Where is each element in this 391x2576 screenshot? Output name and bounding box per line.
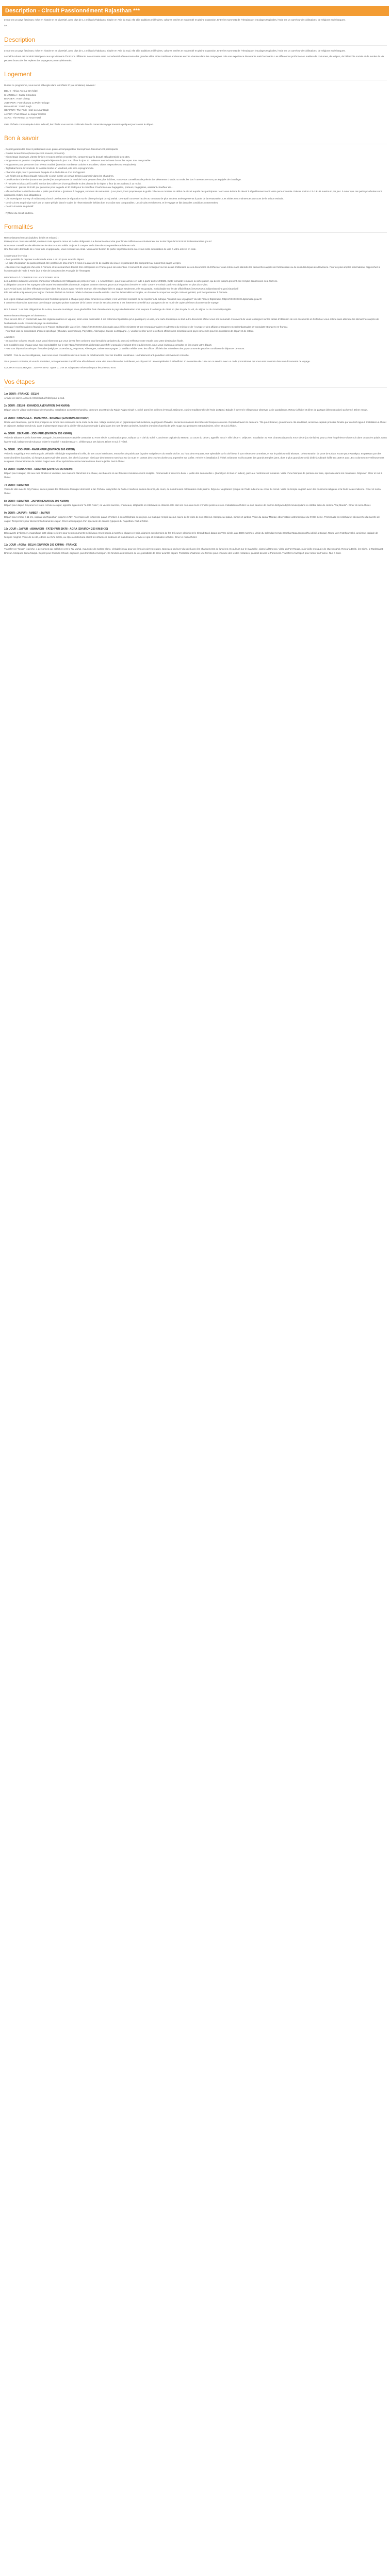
- hotel-item: AGRA : The Retreat ou Amar Hotel: [4, 116, 41, 120]
- hotel-item: DELHI : Africa Avenue GK hôtel: [4, 90, 38, 93]
- hotel-list: [2, 89, 389, 120]
- formalites-text: - En cas d'un vol avec escale, nous vous informons que vous devez être conforme aux formalités sanitaires du pays où s'effectue votre escale pour votre destination finale.: [4, 340, 184, 343]
- formalites-text: Les modalités pour chaque pays sont consultables sur le site https://XXXXXXXX.diplomatie.gouv.fr/fr/ L'actualité évoluant très régulièrement, nous vous invitons à consulter ce lien avant votre départ.: [4, 343, 212, 346]
- day-title: 2e JOUR : DELHI - KHANDELA (ENVIRON 240 KM/6H): [4, 404, 70, 408]
- formalites-text: Elle est valide uniquement pour le jour d'arrivée déclaré et doit être refaite à chaque nouvelle arrivée. Une fois la formalité accomplie, un document comportant un QR code est généré, qu'il faut présenter à l'arrivée.: [4, 291, 228, 294]
- formalites-text: Ressortissants français (adultes, bébés et enfants) :: [4, 236, 59, 239]
- formalites-heading: Formalités: [4, 223, 34, 230]
- formalites-text: - Il est possible de déposer sa demande entre 4 et 120 jours avant le départ.: [4, 258, 85, 261]
- formalites-text: Les règles relatives au franchissement des frontières propres à chaque pays étant amenées à évoluer, il est vivement conseillé de se reporter à la rubrique "conseils aux voyageurs" du site France Diplomatie, https://XXXXXXXX.diplomatie.gouv.fr/: [4, 297, 262, 300]
- info-item: - Les hôtels ont de faux chauds mais celle-ci peut mettre un certain temps à parvenir dans les chambres.: [4, 174, 114, 177]
- page: [0, 6, 391, 555]
- info-item: - Programme en pension complète du petit-déjeuner du jour 2 au dîner du jour 13. Boissons non incluses durant les repas. Eau non potable.: [4, 159, 151, 162]
- hotel-item: UDAIPUR : The Pride Hotel ou Amar Bagh: [4, 109, 49, 112]
- day-text: Départ pour le village authentique de Khandela. Installation au Castle Khandela, demeure ancestrale du Rajah Rajput Singh II, niché parmi les collines d'Aravalli. Déjeuner, cuisine traditionnelle de l'Inde du Nord. Balade à travers le village pour observer la vie quotidienne. Retour à l'hôtel et dîner de partage (démonstration) au henné. Dîner et nuit.: [4, 409, 368, 412]
- day-text: Découverte d'Abhaneri, magnifique petit village célèbre pour ses monuments médiévaux et ses baoris à marches, oliques en trois, alignées aux chemins de fer. Déjeuner, plein tirent le Chand Baori datant du VIIIe siècle, aux 3500 marches. Visite du splendide temple Harshat Mata (aujourd'hui dédié à Durga). Route vers Fatehpur Sikri, ancienne capitale de l'empire moghol. Visite de la cité, édifiée au XVIe siècle, au style architectural alliant les influences hindoues et musulmanes. Arrivée à Agra et installation à l'hôtel. Dîner et nuit à l'hôtel.: [4, 532, 378, 538]
- description-heading: Description: [4, 36, 36, 43]
- divider: [4, 387, 387, 388]
- formalites-text: - Pour tout départ d'un aéroport frontalier (Belgique, Luxembourg, Pays-Bas, Allemagne, Suisse ou Espagne...), veuillez vérifier avec les offices officiels des ministères des pays concernés pour les conditions de départ et de retour.: [4, 347, 245, 350]
- hotel-item: RANAKPUR : Fateh Bagh: [4, 105, 32, 108]
- itinerary: [2, 392, 389, 555]
- formalites-text: L'obligation concerne les voyageurs de toutes les nationalités du monde, majeurs comme mineurs, pour tous les points d'entrée en Inde. Cette « e-Arrival Card » est obligatoire en plus du E-Visa.: [4, 283, 208, 286]
- formalites-text: Bon à savoir : Les frais obligatoires de e-Visa, de carte touristique et en général les frais d'entrée dans le pays de destination sont toujours à la charge du client en plus du prix du vol, du séjour ou du circuit déjà réglés.: [4, 308, 232, 311]
- info-item: - Life Investigator Survey of India (ASI) a lancé une hausse de réparation sur le dôme principal du Taj Mahal. Ce travail concerne l'accès au tombeau de plus anciens aménagements à partir de la restauration. Les visites sont maintenues au cours de la saison estivale.: [4, 197, 284, 200]
- info-item: - À l'arrivée et à l'accueil à Delhi, remise des colliers et d'une guirlande et des photos de la région 1 fleur (6 ans cadeau à 13 mois).: [4, 182, 141, 185]
- divider: [4, 232, 387, 233]
- formalites-text: Consulat / représentations étrangères en France et disponible via ce lien : https://XXXXXXXX.diplomatie.gouv.fr/fr/le-ministere-et-son-reseau/annuaires-et-adresses-du-ministere-de-l-europe-et-des-affaires-etrangeres-meae/ambassades-et-consulats-etrangers-en-france/.: [4, 326, 288, 329]
- formalites-text: Ressortissants étrangers et binationaux :: [4, 314, 47, 317]
- info-item: - Taj Mahal fermé le vendredi. Si la visite tombe un vendredi, elle sera reprogrammée.: [4, 167, 94, 170]
- info-item: - Ce circuit existe en privatif.: [4, 205, 34, 208]
- day-title: 5e JOUR : JODHPUR - RANAKPUR (ENVIRON 160 KM/3H): [4, 448, 75, 452]
- day-text: Visite de Bikaner et de la forteresse Junagarh, impressionnante citadelle construite au XVIe siècle. Continuation pour Jodhpur ou « cité du soleil », ancienne capitale du Marwar, ou cours du désert, appelée aussi « ville bleue ». Déjeuner. Installation au Fort Chanwa datant du XIXe siècle (ou similaire), pour y vivre l'expérience d'une nuit dans un ancien palais. Dans l'après-midi, balade en tuk-tuk pour visiter le marché « Sardar Bazar », célèbre pour ses épices. Dîner et nuit à l'hôtel.: [4, 436, 387, 443]
- day-title: 10e JOUR : JAIPUR - ABHANERI - FATEHPUR SIKRI - AGRA (ENVIRON 250 KM/5H30): [4, 528, 108, 531]
- info-item: - Départ garanti dès base 6 participants avec guide-accompagnateur francophone. Maximum 29 participants.: [4, 148, 119, 151]
- formalites-text: Les autorités indiennes viennent d'annoncer officiellement l'obligation de présenter une « e-Arrival Card » pour toute arrivée en Inde à partir du 01/10/2025. Cette formalité remplace la carte papier, qui devait jusqu'à présent être remplie dans l'avion ou à l'arrivée.: [4, 280, 278, 283]
- formalites-text: Une fois votre demande de e-Visa faite et approuvée, vous recevrez un email. Vous aurez besoin de porter impérativement avec vous cette autorisation de visa à votre arrivée en Inde.: [4, 248, 197, 251]
- page-title: Description - Circuit Passionnément Rajasthan ***: [2, 6, 389, 16]
- info-item: - Guides locaux francophones (accent souvent prononcé).: [4, 151, 65, 155]
- formalites-text: - Pour tout visa ou autorisation d'accès spécifique (Bhoutan, Luxembourg, Pays-Bas, Allemagne, Suisse ou Espagne...), veuillez vérifier avec les offices officiels des ministères des pays concernés pour les conditions de départ et de retour.: [4, 329, 254, 332]
- formalites-text: Passeport en cours de validité, valable 6 mois après le retour et E-Visa obligatoire. La demande de e-Visa pour l'Inde s'effectuera exclusivement sur le site https://XXXXXXXX.indianvisaonline.gov.in/: [4, 240, 212, 243]
- bon-a-savoir-list: [2, 147, 389, 209]
- logement-intro: Durant ce programme, vous serez hébergés dans les hôtels 3* (ou similaires) suivants :: [4, 84, 96, 87]
- logement-note: Liste d'hôtels communiquée à titre indicatif, les hôtels vous seront confirmés dans le carnet de voyage transmis quelques jours avant le départ.: [4, 123, 154, 126]
- sante-text: SANTÉ : Pas de vaccin obligatoire, mais nous vous conseillons de vous munir de médicaments pour les troubles intestinaux. Un traitement anti-paludéen est vivement conseillé.: [4, 353, 190, 357]
- day-text: Départ pour Amber à 11 km, capitale du Rajasthan jusqu'en 1727. Ascension à la forteresse-palais d'Amber, à dos d'éléphant ou en jeep. La musique remplit la cour, suivie de la visite de son intérieur. Somptueux palais, miroirs et jardins. Visite du Jantar Mantar, observatoire astronomique du XVIIIe siècle. Promenade en rickshaw et découverte du marché de Jaipur. Temps libre pour découvrir l'artisanat de Jaipur. Dîner accompagné d'un spectacle de danses typiques du Rajasthan. Nuit à l'hôtel.: [4, 516, 380, 522]
- hotel-item: JODHPUR : Fort Chanwa ou Pole Heritage: [4, 101, 50, 104]
- day-text: Visite de ville avec le City Palace, ancien palais des Maharani d'Udaipur dominant le lac Pichola. Labyrinthe de halls et marbres, salons décorés, de cours, de nombreuses colonnades et de jardins. Déjeuner végétarien typique de l'Inde indienne au cœur du circuit. Visite du temple Jagdish avec des musiciens religieux et la foule locale indienne. Dîner et nuit à l'hôtel.: [4, 488, 381, 495]
- formalites-text: À noter pour le e-Visa :: [4, 254, 28, 257]
- logement-heading: Logement: [4, 71, 32, 78]
- important-notice: IMPORTANT À COMPTER DU 1er OCTOBRE 2025: [4, 276, 59, 279]
- info-item: - Kilométrage important, vitesse limitée et routes parfois encombrées, compensé par la beauté et l'authenticité des sites.: [4, 155, 131, 158]
- day-text: Départ pour Udaipur, cité aux rues étroites et vivantes, aux maisons blanchies à la chaux, aux balcons et aux fenêtres minutieusement sculptés. Promenade à travers le beau « jardin des demoiselles » (Saheliyon Ki Bari en indien), parc aux nombreuses fontaines. Visite d'une fabrique de peinture sur soie, spécialité dans les miniatures. Déjeuner, dîner et nuit à l'hôtel.: [4, 472, 383, 479]
- day-text: Visite du magnifique Fort Mehrangarh, véritable nid d'aigle surplombant la ville, de ses cours intérieures, entourées de palais aux façades sculptées et du musée du fort. Du haut des remparts, vue splendide sur la cité bleue à 120 mètres en contrebas, et sur le palais Umaid Bhawan. Démonstration de pose de turban. Route pour Ranakpur, en passant par des routes bordées d'acacias, où l'on peut apercevoir des paons, des chefs à pompe, ainsi que des femmes marchant sur la route en portant des cruches dorées ou argentées sur la tête. Arrivée et installation à l'hôtel. Déjeuner et découverte des grands temples jaïns, dont le plus grandiose celui dédié à Adinath édifié en 1439 et aux 1444 colonnes merveilleusement sculptées. Démonstration de cuisine Rajput avec dîner spécial de cuisine Marwarienne dans le jardin. Nuit à l'hôtel.: [4, 452, 384, 463]
- etapes-heading: Vos étapes: [4, 378, 35, 385]
- info-item: - Afin de faciliter la distribution des « petits pourboires » (porteurs à bagages, serveurs de restaurant...) sur place, il est proposé que le guide collecte ce montant en début de circuit auprès des participants : ceci vous évitera de devoir à régulièrement sortir votre porte monnaie. Prévoir environ 2 à 3 EUR maximum par jour. À noter que ces petits pourboires sont optionnels et donc non obligatoires.: [4, 190, 382, 196]
- intro-text: L'Inde est un pays fascinant, riche en histoire et en diversité, avec plus de 1,4 milliard d'habitants. Située en Asie du Sud, elle allie traditions millénaires, cultures variées et modernité en pleine expansion. Entre les sommets de l'Himalaya et les plages tropicales, l'Inde est un carrefour de civilisations, de religions et de langues.: [4, 19, 346, 21]
- day-title: 4e JOUR : BIKANER - JODHPUR (ENVIRON 250 KM/4H): [4, 432, 72, 436]
- intro-tail: Le ...: [4, 24, 10, 27]
- day-title: 11e JOUR : AGRA - DELHI (ENVIRON 200 KM/4H) - FRANCE: [4, 544, 77, 547]
- hotel-item: BIKANER : Hotel Chirag: [4, 97, 30, 100]
- rapidevisa-text: Vous pouvez contacter, si vous le souhaitez, notre partenaire Rapidé'Visa afin d'obtenir votre visa sans démarche fastidieuse, en cliquant ici : www.rapidevisa.fr. Bénéficiez d'une remise de -15% sur ce service avec un code promotionnel qui vous sera transmis dans vos documents de voyage.: [4, 360, 311, 363]
- info-item: - Pourboires : prévoir 50 EUR par personne pour la guide et 30 EUR pour le chauffeur. Pourboires aux bagagistes, porteurs, bagagistes, assistant chauffeur etc...: [4, 186, 173, 189]
- courant-text: COURANT ELECTRIQUE : 230 V et 50Hz. Types C, D et M. Adaptateur nécessaire pour les prises D et M.: [4, 366, 117, 369]
- formalites-text: La e-Arrival Card doit être effectuée en ligne dans les 4 jours avant l'arrivée en Inde, elle est disponible en anglais seulement, elle est gratuite, et réalisable sur le site officiel https://XXXXXXXX.indianvisaonline.gov.in/earrival/: [4, 287, 239, 290]
- day-title: 8e JOUR : UDAIPUR - JAIPUR (ENVIRON 390 KM/8H): [4, 500, 69, 503]
- day-text: Arrivée en soirée. Accueil et transfert à l'hôtel pour la nuit.: [4, 396, 65, 399]
- day-title: 1er JOUR : FRANCE - DELHI: [4, 392, 39, 396]
- formalites-text: Vous devrez être en conformité avec les réglementations en vigueur, selon votre nationalité. Il est notamment possible qu'un passeport, un visa, une carte touristique ou tout autre document officiel vous soit demandé. Il convient de vous renseigner sur les délais d'obtention de ces documents et d'effectuer vous-même sans attendre les démarches auprès de l'ambassade ou du consulat du pays de destination.: [4, 318, 379, 325]
- formalites-text: - Attention il ne s'agit pas d'un visa à l'arrivée et les démarches doivent être entreprises en France pour son obtention. Il convient de vous renseigner sur les délais d'obtention de ces documents et d'effectuer vous-même sans attendre les démarches auprès de l'ambassade ou du consulat depuis de délivrance. Pour de plus amples informations, rapprochez à l'Ambassade de l'Inde à Paris (sur le site de la Maison des Français de l'étranger).: [4, 265, 380, 273]
- hotel-item: KHANDELA : Castle Khandela: [4, 93, 37, 96]
- rythme-note: - Rythme du circuit soutenu.: [4, 211, 34, 214]
- formalites-text: Nous vous conseillons de sélectionner le visa E-tourist valide 30 jours à compter de la date de votre première arrivée en Inde.: [4, 244, 136, 247]
- formalites-text: Il convient néanmoins avant tout que chaque voyageur puisse s'assurer de la bonne tenue de ses documents. Il est fortement conseillé aux voyageurs de se munir de copies de leurs documents de voyage.: [4, 301, 219, 304]
- formalites-text: - La date d'expiration du passeport doit être postérieure d'au moins 6 mois à la date de fin de validité du visa et le passeport doit comporter au moins trois pages vierges.: [4, 262, 182, 265]
- info-item: - De décembre à février (notamment janvier) les températures du nord de l'Inde peuvent être plus fraîches, nous vous conseillons de prévoir des vêtements chauds. En Inde, les bus / navettes ne sont pas équipés de chauffage.: [4, 178, 241, 181]
- day-title: 7e JOUR : UDAIPUR: [4, 484, 29, 487]
- day-text: Transfert en "tonga" (calèche, 4 personnes par calèche) vers le Taj Mahal, mausolée de marbre blanc, véritable joyau pour un écrin de pierres rouges. Spectacle du lever du soleil avec les changements de lumières et couleurs sur le mausolée, classé à l'Unesco. Visite du Fort Rouge, puis vieille mosquée de style moghol. Retour à Delhi, les Sikhs, le Rashtrapati Bhavan. Mosquée Jama Masjid. Départ pour Chandni Chowk, déjeuner, puis transfert à l'aéroport. En fonction des horaires de vol, possibilité de dîner avant le départ. Possibilité d'admirer une femme pour chacune des visites restantes, passant devant le Parlement. Transfert à l'aéroport pour retour en France. Nuit à bord.: [4, 548, 384, 554]
- info-item: - Chambre triple pour 3 personnes équipée d'un lit double et d'un lit d'appoint.: [4, 171, 86, 174]
- info-item: - Programme pour personne d'un niveau modéré (attention nombreux couloirs et escaliers, visites respectées ou remplacées).: [4, 163, 137, 166]
- divider: [4, 45, 387, 46]
- description-p1: L'Inde est un pays fascinant, riche en histoire et en diversité, avec plus de 1,4 milliard d'habitants. Située en Asie du Sud, elle allie traditions millénaires, cultures variées et modernité en pleine expansion. Entre les sommets de l'Himalaya et les plages tropicales, l'Inde est un carrefour de civilisations, de religions et de langues.: [4, 49, 346, 52]
- info-item: - Ce circuit est en principe suivi par un autre périple dans le cadre de réservation de forfaits dont les coûts sont comparables. Les circuits enrichissent, et le voyage se fait dans des conditions commentées.: [4, 201, 219, 204]
- day-title: 9e JOUR : JAIPUR - AMBER - JAIPUR: [4, 512, 50, 515]
- description-p2: Le Delhi culturel est l'endroit idéal pour ceux qui viennent d'horizons différents. Le contraste entre la modernité effervescente des grandes villes et les traditions anciennes encore vivantes dans les campagnes crée une expérience déroutante mais fascinante. Les différences profondes en matière de coutumes, de religion, de hiérarchie sociale et de modes de vie peuvent bousculer les repères des voyageurs peu expérimentés.: [4, 55, 384, 62]
- day-text: Départ pour Jaipur. Déjeuner en route. Arrivée à Jaipur, appelée également "la Cité Rose", où vaches sacrées, chameaux, éléphants et rickshaws se côtoient. Elle doit son nom aux murs crénelés peints en rose. Installation à l'hôtel. Le soir, séance de cinéma Bollywood (30 minutes) dans le célèbre salle de cinéma "Raj Mandir". Dîner et nuit à l'hôtel.: [4, 504, 371, 507]
- day-text: Route vers Mandawa, qui fut très prospère au temps des caravanes de la route de la soie. Village dominé par un gigantesque fort médiéval, regorgeant d'havelis, anciennes maisons décorées de fresques colorées. Départ à travers la demeure. Thé pour Bikaner, gouverneure cité du désert, ancienne capitale princière fondée par un chef rajpout. Installation à l'hôtel et déjeuner. Balade en tuk-tuk, dans le pittoresque bazar de la vieille ville puis promenade à pied dans les rues étroites animées, bordées d'anciens havelis de grès rouge aux peintures extraordinaires. Dîner et nuit à l'hôtel.: [4, 420, 386, 427]
- day-title: 6e JOUR : RANAKPUR - UDAIPUR (ENVIRON 95 KM/2H): [4, 468, 73, 471]
- hotel-item: JAIPUR : Park Ocean ou Jaipur Central: [4, 112, 46, 115]
- bon-a-savoir-heading: Bon à savoir: [4, 134, 39, 142]
- note-heading: A NOTER: [4, 335, 15, 338]
- day-title: 3e JOUR : KHANDELA - MANDAWA - BIKANER (ENVIRON 250 KM/5H): [4, 416, 90, 420]
